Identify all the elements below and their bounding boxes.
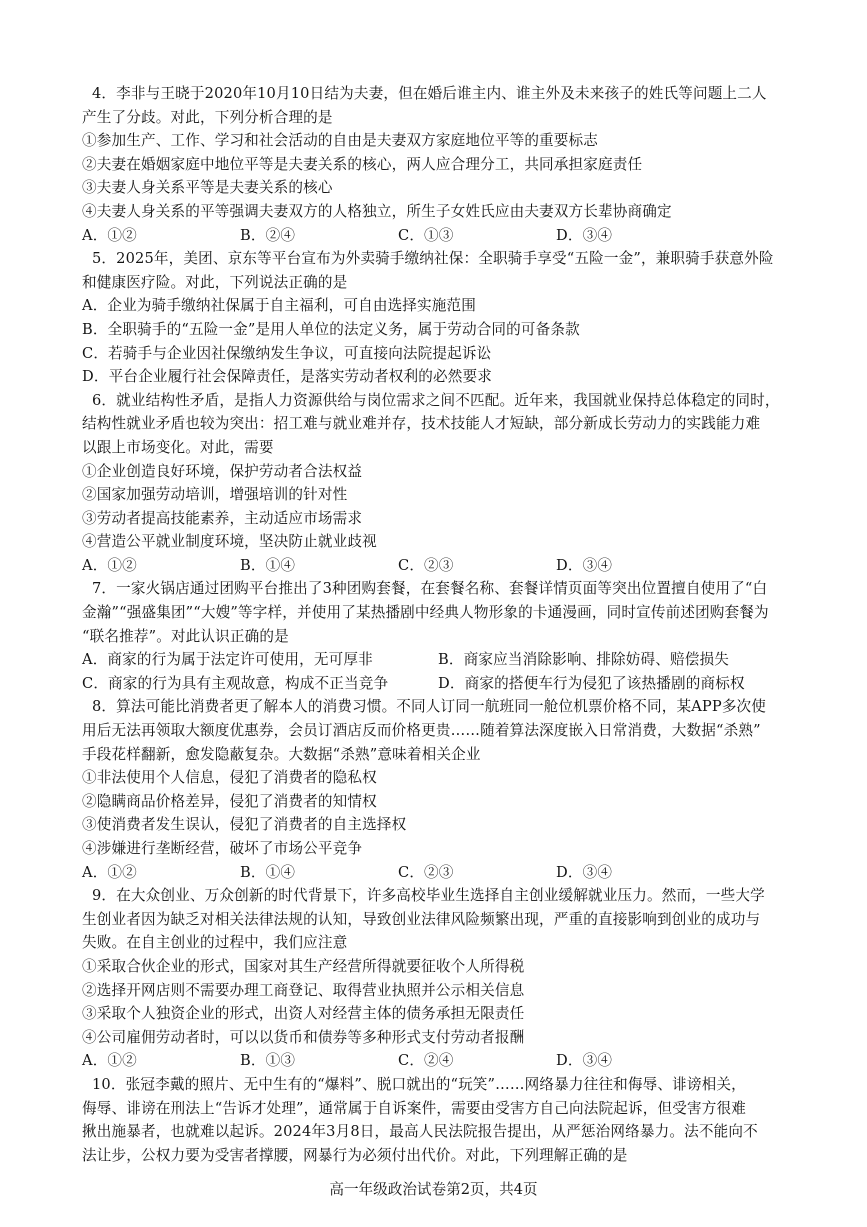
statement-item: ③采取个人独资企业的形式，出资人对经营主体的债务承担无限责任 bbox=[82, 1005, 525, 1023]
option-a: A．①② bbox=[82, 1052, 137, 1070]
question-stem-line: 金瀚”“强盛集团”“大嫂”等字样，并使用了某热播剧中经典人物形象的卡通漫画，同时宣传前述团购套餐为 bbox=[82, 604, 769, 622]
option-b: B．①④ bbox=[240, 556, 296, 574]
option-d: D．③④ bbox=[556, 226, 613, 244]
option-b: B．商家应当消除影响、排除妨碍、赔偿损失 bbox=[438, 651, 730, 669]
question-9 bbox=[82, 884, 794, 1073]
question-stem-line: 失败。在自主创业的过程中，我们应注意 bbox=[82, 934, 348, 952]
statement-item: ②夫妻在婚姻家庭中地位平等是夫妻关系的核心，两人应合理分工，共同承担家庭责任 bbox=[82, 155, 643, 173]
question-4 bbox=[82, 82, 794, 247]
answer-options bbox=[82, 224, 794, 248]
answer-options bbox=[82, 648, 794, 672]
option-b: B．①④ bbox=[240, 863, 296, 881]
option-d: D．③④ bbox=[556, 863, 613, 881]
option-d: D．商家的搭便车行为侵犯了该热播剧的商标权 bbox=[438, 674, 745, 692]
question-stem-line: 手段花样翻新，愈发隐蔽复杂。大数据“杀熟”意味着相关企业 bbox=[82, 745, 481, 763]
statement-item: ③使消费者发生误认，侵犯了消费者的自主选择权 bbox=[82, 816, 407, 834]
option-c: C．若骑手与企业因社保缴纳发生争议，可直接向法院提起诉讼 bbox=[82, 344, 492, 362]
option-d: D．③④ bbox=[556, 556, 613, 574]
option-c: C．②③ bbox=[398, 556, 454, 574]
page-footer: 高一年级政治试卷第2页，共4页 bbox=[329, 1181, 538, 1198]
question-stem-line: 结构性就业矛盾也较为突出：招工难与就业难并存，技术技能人才短缺，部分新成长劳动力的实践能力难 bbox=[82, 415, 761, 433]
statement-item: ②隐瞒商品价格差异，侵犯了消费者的知情权 bbox=[82, 792, 377, 810]
option-c: C．②③ bbox=[398, 863, 454, 881]
option-d: D．平台企业履行社会保障责任，是落实劳动者权利的必然要求 bbox=[82, 368, 492, 386]
option-a: A．①② bbox=[82, 556, 137, 574]
question-5 bbox=[82, 247, 794, 389]
option-c: C．②④ bbox=[398, 1052, 454, 1070]
answer-options bbox=[82, 672, 794, 696]
question-stem-line: 5．2025年，美团、京东等平台宣布为外卖骑手缴纳社保：全职骑手享受“五险一金”，兼职骑手获意外险 bbox=[92, 250, 774, 268]
statement-item: ②国家加强劳动培训，增强培训的针对性 bbox=[82, 486, 348, 504]
question-stem-line: 法让步，公权力要为受害者撑腰，网暴行为必须付出代价。对此，下列理解正确的是 bbox=[82, 1146, 628, 1164]
question-7 bbox=[82, 577, 794, 695]
answer-options bbox=[82, 861, 794, 885]
question-stem-line: 和健康医疗险。对此，下列说法正确的是 bbox=[82, 273, 348, 291]
question-stem-line: 产生了分歧。对此，下列分析合理的是 bbox=[82, 108, 333, 126]
statement-item: ③夫妻人身关系平等是夫妻关系的核心 bbox=[82, 179, 333, 197]
option-b: B．①③ bbox=[240, 1052, 296, 1070]
question-stem-line: 10．张冠李戴的照片、无中生有的“爆料”、脱口就出的“玩笑”……网络暴力往往和侮辱、诽谤相关， bbox=[92, 1075, 746, 1093]
option-b: B．全职骑手的“五险一金”是用人单位的法定义务，属于劳动合同的可备条款 bbox=[82, 320, 580, 338]
option-a: A．商家的行为属于法定许可使用，无可厚非 bbox=[82, 651, 373, 669]
question-stem-line: 侮辱、诽谤在刑法上“告诉才处理”，通常属于自诉案件，需要由受害方自己向法院起诉，但受害方很难 bbox=[82, 1099, 746, 1117]
question-stem-line: 用后无法再领取大额度优惠券，会员订酒店反而价格更贵……随着算法深度嵌入日常消费，大数据“杀熟” bbox=[82, 722, 761, 740]
statement-item: ①企业创造良好环境，保护劳动者合法权益 bbox=[82, 462, 363, 480]
question-8 bbox=[82, 695, 794, 884]
answer-options bbox=[82, 554, 794, 578]
option-c: C．①③ bbox=[398, 226, 454, 244]
statement-item: ④营造公平就业制度环境，坚决防止就业歧视 bbox=[82, 533, 377, 551]
question-stem-line: 7．一家火锅店通过团购平台推出了3种团购套餐，在套餐名称、套餐详情页面等突出位置擅自使用了“白 bbox=[92, 580, 768, 598]
statement-item: ②选择开网店则不需要办理工商登记、取得营业执照并公示相关信息 bbox=[82, 981, 525, 999]
option-d: D．③④ bbox=[556, 1052, 613, 1070]
question-stem-line: 9．在大众创业、万众创新的时代背景下，许多高校毕业生选择自主创业缓解就业压力。然而，一些大学 bbox=[92, 887, 765, 905]
question-stem-line: “联名推荐”。对此认识正确的是 bbox=[82, 627, 289, 645]
question-10 bbox=[82, 1073, 794, 1167]
question-stem-line: 6．就业结构性矛盾，是指人力资源供给与岗位需求之间不匹配。近年来，我国就业保持总体稳定的同时， bbox=[92, 391, 780, 409]
question-stem-line: 生创业者因为缺乏对相关法律法规的认知，导致创业法律风险频繁出现，严重的直接影响到创业的成功与 bbox=[82, 910, 761, 928]
option-a: A．企业为骑手缴纳社保属于自主福利，可自由选择实施范围 bbox=[82, 297, 477, 315]
option-b: B．②④ bbox=[240, 226, 296, 244]
question-stem-line: 4．李非与王晓于2020年10月10日结为夫妻，但在婚后谁主内、谁主外及未来孩子的姓氏等问题上二人 bbox=[92, 85, 767, 102]
statement-item: ③劳动者提高技能素养，主动适应市场需求 bbox=[82, 509, 363, 527]
question-stem-line: 以跟上市场变化。对此，需要 bbox=[82, 438, 274, 456]
question-6 bbox=[82, 389, 794, 578]
answer-options bbox=[82, 1049, 794, 1073]
option-c: C．商家的行为具有主观故意，构成不正当竞争 bbox=[82, 674, 389, 692]
statement-item: ④涉嫌进行垄断经营，破坏了市场公平竞争 bbox=[82, 840, 363, 857]
option-a: A．①② bbox=[82, 226, 137, 244]
exam-page bbox=[82, 82, 794, 1167]
statement-item: ①参加生产、工作、学习和社会活动的自由是夫妻双方家庭地位平等的重要标志 bbox=[82, 132, 599, 150]
question-stem-line: 揪出施暴者，也就难以起诉。2024年3月8日，最高人民法院报告提出，从严惩治网络暴力。法不能向不 bbox=[82, 1123, 758, 1141]
option-a: A．①② bbox=[82, 863, 137, 881]
statement-item: ①采取合伙企业的形式，国家对其生产经营所得就要征收个人所得税 bbox=[82, 957, 525, 975]
question-stem-line: 8．算法可能比消费者更了解本人的消费习惯。不同人订同一航班同一舱位机票价格不同，某APP多次使 bbox=[92, 698, 767, 716]
statement-item: ④公司雇佣劳动者时，可以以货币和债券等多种形式支付劳动者报酬 bbox=[82, 1028, 525, 1046]
statement-item: ①非法使用个人信息，侵犯了消费者的隐私权 bbox=[82, 769, 377, 787]
statement-item: ④夫妻人身关系的平等强调夫妻双方的人格独立，所生子女姓氏应由夫妻双方长辈协商确定 bbox=[82, 202, 672, 220]
